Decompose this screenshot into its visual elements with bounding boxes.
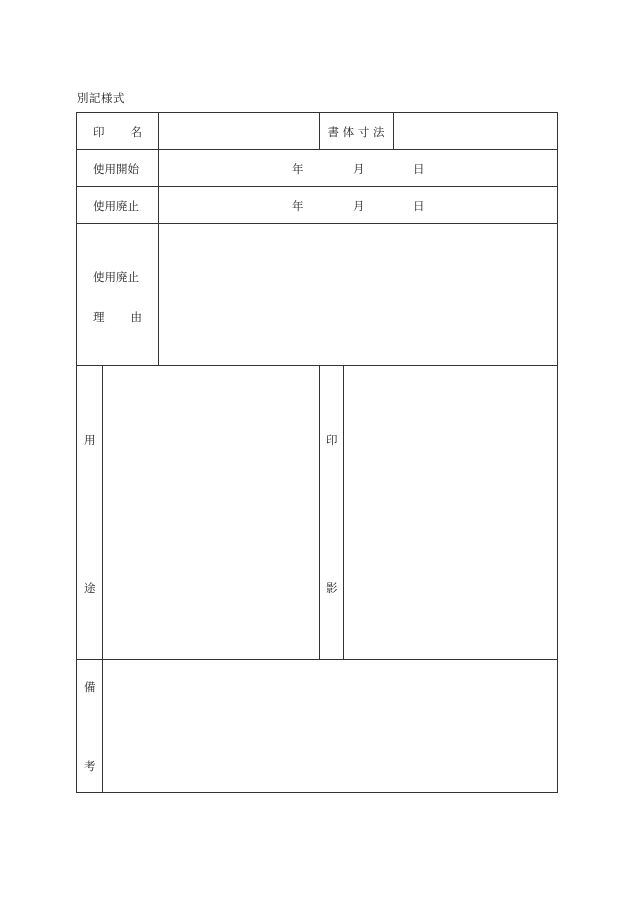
seal-impression-label-char2: 影 [326,581,338,595]
abolition-reason-field[interactable] [159,224,556,364]
use-end-year-label: 年 [292,199,304,213]
seal-name-field[interactable] [159,114,318,148]
use-end-label: 使用廃止 [93,199,139,213]
use-start-day-label: 日 [413,162,425,176]
purpose-label-char2: 途 [84,581,96,595]
remarks-label-char2: 考 [84,759,96,773]
use-end-day-label: 日 [413,199,425,213]
form-title: 別記様式 [77,91,125,105]
registration-form [76,112,558,793]
use-start-month-label: 月 [353,162,365,176]
font-size-label: 書 体 寸 法 [327,125,385,139]
font-size-field[interactable] [394,114,556,148]
use-start-label: 使用開始 [93,162,139,176]
seal-name-label: 印 名 [93,125,142,139]
column-divider [319,113,320,149]
abolition-reason-label-line2: 理 由 [93,310,142,324]
use-start-year-label: 年 [292,162,304,176]
seal-impression-label-char1: 印 [326,433,338,447]
remarks-field[interactable] [103,660,556,792]
column-divider [319,365,320,659]
abolition-reason-label: 使用廃止 [93,270,139,284]
use-start-date-field[interactable] [159,150,556,185]
purpose-label-char1: 用 [84,433,96,447]
use-end-date-field[interactable] [159,187,556,222]
remarks-label-char1: 備 [84,680,96,694]
purpose-field[interactable] [103,366,318,658]
seal-impression-field[interactable] [344,366,556,658]
use-end-month-label: 月 [353,199,365,213]
